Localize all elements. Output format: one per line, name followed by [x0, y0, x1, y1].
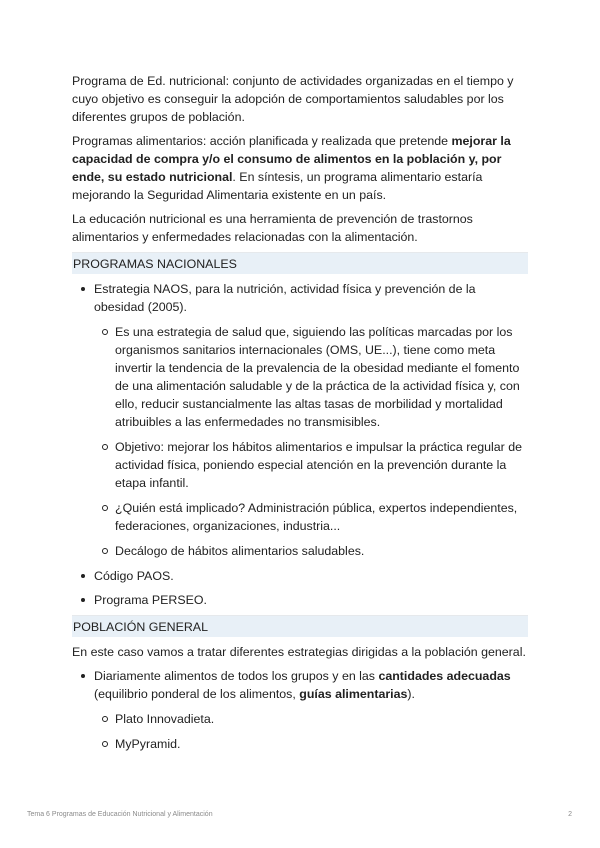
sublist-item: Es una estrategia de salud que, siguiendo las políticas marcadas por los organismos sanitarios internacionales (OMS, UE...), tiene como meta invertir la tendencia de la prevalencia de la obesidad mediante el fomento de una alimentación saludable y de la práctica de la actividad física y, con ello, reducir sustancialmente las altas tasas de morbilidad y mortalidad atribuibles a las enfermedades no transmisibles.	[94, 323, 528, 431]
text-segment: Programas alimentarios: acción planificada y realizada que pretende	[72, 134, 452, 148]
sublist-item: Decálogo de hábitos alimentarios saludables.	[94, 542, 528, 560]
list-poblacion-general	[72, 667, 528, 753]
sublist-item: Plato Innovadieta.	[94, 710, 528, 728]
sublist-guias	[94, 710, 528, 753]
list-item-naos	[72, 280, 528, 560]
bold-text: guías alimentarias	[299, 687, 408, 701]
paragraph-programas-alimentarios	[72, 132, 528, 204]
list-item-text: Estrategia NAOS, para la nutrición, actividad física y prevención de la obesidad (2005).	[94, 282, 476, 314]
page-footer	[27, 811, 572, 818]
page-number: 2	[568, 811, 572, 818]
footer-title: Tema 6 Programas de Educación Nutricional y Alimentación	[27, 811, 213, 818]
paragraph-educacion-nutricional: La educación nutricional es una herramienta de prevención de trastornos alimentarios y enfermedades relacionadas con la alimentación.	[72, 212, 473, 244]
document-body	[72, 72, 528, 760]
list-item-alimentos	[72, 667, 528, 753]
sublist-naos	[94, 323, 528, 560]
paragraph-poblacion-intro: En este caso vamos a tratar diferentes estrategias dirigidas a la población general.	[72, 645, 526, 659]
bold-text: mejorar la capacidad de compra y/o el consumo de alimentos en la población y, por ende, su estado nutricional	[72, 134, 511, 184]
sublist-item: MyPyramid.	[94, 735, 528, 753]
paragraph-ed-nutricional: Programa de Ed. nutricional: conjunto de actividades organizadas en el tiempo y cuyo objetivo es conseguir la adopción de comportamientos saludables por los diferentes grupos de población.	[72, 74, 514, 124]
section-heading-poblacion-general: POBLACIÓN GENERAL	[72, 615, 528, 637]
text-segment: Diariamente alimentos de todos los grupos y en las	[94, 669, 379, 683]
sublist-item: ¿Quién está implicado? Administración pública, expertos independientes, federaciones, organizaciones, industria...	[94, 499, 528, 535]
list-item-perseo: Programa PERSEO.	[72, 591, 528, 609]
section-heading-programas-nacionales: PROGRAMAS NACIONALES	[72, 252, 528, 274]
list-item-paos: Código PAOS.	[72, 567, 528, 585]
text-segment: (equilibrio ponderal de los alimentos,	[94, 687, 300, 701]
text-segment: ).	[407, 687, 415, 701]
list-programas-nacionales	[72, 280, 528, 609]
sublist-item: Objetivo: mejorar los hábitos alimentarios e impulsar la práctica regular de actividad física, poniendo especial atención en la prevención durante la etapa infantil.	[94, 438, 528, 492]
bold-text: cantidades adecuadas	[378, 669, 511, 683]
text-segment: . En síntesis, un programa alimentario estaría mejorando la Seguridad Alimentaria existente en un país.	[72, 170, 483, 202]
